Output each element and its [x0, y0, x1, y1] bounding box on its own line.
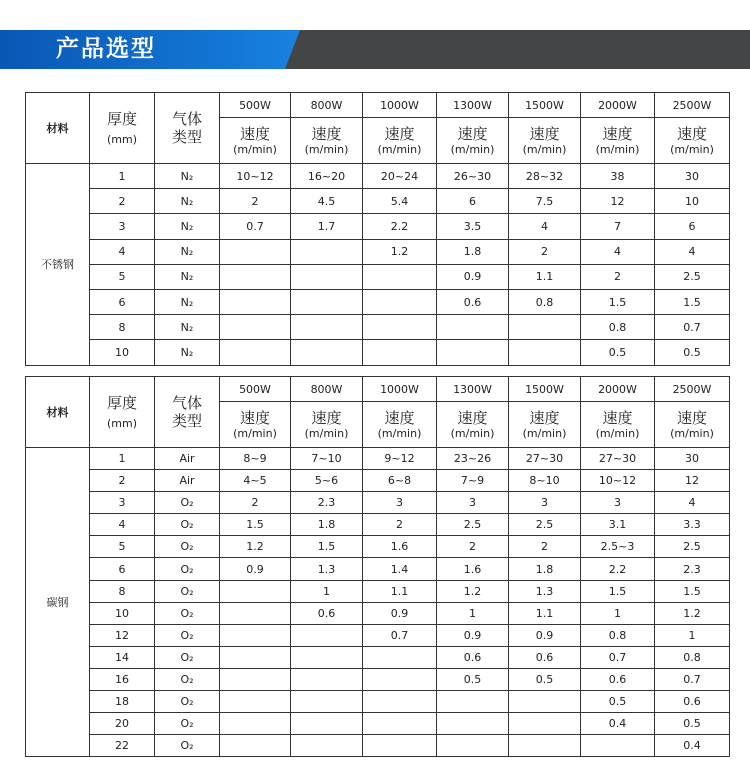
power-header: 800W	[291, 93, 363, 118]
speed-header-label: 速度	[676, 125, 707, 143]
speed-cell: 12	[581, 189, 655, 214]
thickness-cell: 8	[90, 580, 155, 602]
speed-cell	[291, 735, 363, 757]
speed-header	[363, 118, 437, 164]
gas-cell: O₂	[155, 691, 220, 713]
thickness-cell: 20	[90, 713, 155, 735]
speed-cell	[363, 735, 437, 757]
speed-header-label: 速度	[384, 409, 415, 427]
thickness-cell: 3	[90, 492, 155, 514]
table-row	[26, 602, 730, 624]
speed-cell	[220, 289, 291, 314]
thickness-cell: 1	[90, 448, 155, 470]
gas-header-line2: 类型	[171, 412, 202, 430]
table-row	[26, 735, 730, 757]
thickness-cell: 6	[90, 558, 155, 580]
speed-cell: 1.6	[437, 558, 509, 580]
speed-cell: 3.3	[655, 514, 730, 536]
speed-cell	[220, 340, 291, 365]
gas-cell: O₂	[155, 735, 220, 757]
speed-header-label: 速度	[529, 409, 560, 427]
gas-cell: O₂	[155, 646, 220, 668]
speed-header	[581, 118, 655, 164]
speed-cell: 0.5	[437, 668, 509, 690]
speed-cell: 0.7	[655, 668, 730, 690]
speed-cell: 0.8	[581, 624, 655, 646]
speed-header	[220, 118, 291, 164]
speed-header	[437, 402, 509, 448]
gas-cell: N₂	[155, 264, 220, 289]
gas-cell: N₂	[155, 315, 220, 340]
speed-cell: 12	[655, 470, 730, 492]
speed-cell: 2	[509, 536, 581, 558]
speed-cell: 28~32	[509, 164, 581, 189]
table-row	[26, 536, 730, 558]
speed-header-label: 速度	[529, 125, 560, 143]
thickness-cell: 22	[90, 735, 155, 757]
speed-cell	[363, 668, 437, 690]
speed-cell: 0.9	[437, 624, 509, 646]
power-header: 1500W	[509, 377, 581, 402]
speed-cell: 1.1	[363, 580, 437, 602]
speed-cell: 0.6	[509, 646, 581, 668]
speed-cell	[363, 264, 437, 289]
power-header: 1000W	[363, 93, 437, 118]
power-header: 800W	[291, 377, 363, 402]
speed-header-unit: (m/min)	[522, 427, 567, 440]
speed-cell: 8~9	[220, 448, 291, 470]
speed-cell: 4	[509, 214, 581, 239]
material-header: 材料	[26, 93, 90, 164]
speed-header-label: 速度	[602, 125, 633, 143]
speed-cell: 1.3	[509, 580, 581, 602]
power-header: 2000W	[581, 377, 655, 402]
speed-cell	[291, 624, 363, 646]
thickness-cell: 8	[90, 315, 155, 340]
speed-cell	[220, 239, 291, 264]
speed-cell: 1.8	[509, 558, 581, 580]
speed-cell	[220, 580, 291, 602]
table-row	[26, 713, 730, 735]
speed-cell	[220, 264, 291, 289]
carbon-steel-table	[25, 376, 730, 757]
speed-cell	[291, 668, 363, 690]
speed-cell: 0.6	[437, 289, 509, 314]
speed-cell: 2	[509, 239, 581, 264]
speed-header-label: 速度	[457, 409, 488, 427]
speed-cell: 1.2	[220, 536, 291, 558]
speed-cell	[363, 289, 437, 314]
speed-cell: 7~9	[437, 470, 509, 492]
speed-cell: 1.5	[291, 536, 363, 558]
gas-header-line2: 类型	[171, 128, 202, 146]
speed-header-unit: (m/min)	[304, 427, 349, 440]
thickness-cell: 1	[90, 164, 155, 189]
speed-cell	[220, 624, 291, 646]
speed-cell: 0.9	[509, 624, 581, 646]
thickness-cell: 4	[90, 239, 155, 264]
power-header: 2000W	[581, 93, 655, 118]
gas-cell: O₂	[155, 713, 220, 735]
speed-cell: 1.3	[291, 558, 363, 580]
speed-cell: 0.6	[291, 602, 363, 624]
speed-cell: 20~24	[363, 164, 437, 189]
speed-cell	[220, 646, 291, 668]
speed-cell: 10~12	[581, 470, 655, 492]
speed-header	[363, 402, 437, 448]
power-header: 1300W	[437, 93, 509, 118]
speed-cell: 1	[655, 624, 730, 646]
speed-header	[291, 118, 363, 164]
thickness-cell: 14	[90, 646, 155, 668]
speed-header-label: 速度	[239, 125, 270, 143]
speed-cell	[363, 340, 437, 365]
gas-cell: N₂	[155, 189, 220, 214]
thickness-header-label: 厚度	[106, 394, 137, 412]
speed-cell: 6~8	[363, 470, 437, 492]
thickness-cell: 18	[90, 691, 155, 713]
speed-cell: 2.5	[509, 514, 581, 536]
thickness-cell: 2	[90, 470, 155, 492]
speed-header	[509, 402, 581, 448]
gas-cell: N₂	[155, 289, 220, 314]
speed-header-label: 速度	[457, 125, 488, 143]
speed-cell: 1.5	[655, 289, 730, 314]
speed-cell: 3	[363, 492, 437, 514]
speed-header-unit: (m/min)	[233, 427, 277, 440]
thickness-cell: 2	[90, 189, 155, 214]
speed-cell: 4~5	[220, 470, 291, 492]
gas-header-line1: 气体	[171, 110, 202, 128]
speed-cell: 23~26	[437, 448, 509, 470]
table-row	[26, 214, 730, 239]
gas-header	[155, 93, 220, 164]
speed-cell: 1.2	[363, 239, 437, 264]
speed-cell: 1.5	[581, 580, 655, 602]
gas-cell: O₂	[155, 558, 220, 580]
speed-cell: 1.8	[291, 514, 363, 536]
speed-cell: 1.6	[363, 536, 437, 558]
thickness-header-label: 厚度	[106, 110, 137, 128]
table-row	[26, 289, 730, 314]
power-header: 1300W	[437, 377, 509, 402]
speed-cell	[220, 668, 291, 690]
speed-header-unit: (m/min)	[377, 427, 422, 440]
speed-cell: 1	[437, 602, 509, 624]
speed-cell	[509, 315, 581, 340]
speed-cell	[363, 713, 437, 735]
speed-cell: 2	[220, 492, 291, 514]
speed-cell: 2.3	[655, 558, 730, 580]
speed-cell: 1.5	[220, 514, 291, 536]
material-header: 材料	[26, 377, 90, 448]
table-row	[26, 580, 730, 602]
speed-cell	[220, 691, 291, 713]
thickness-cell: 3	[90, 214, 155, 239]
thickness-cell: 6	[90, 289, 155, 314]
speed-cell: 0.6	[655, 691, 730, 713]
speed-header-unit: (m/min)	[304, 143, 349, 156]
thickness-cell: 10	[90, 340, 155, 365]
speed-header-unit: (m/min)	[670, 143, 714, 156]
power-header: 2500W	[655, 93, 730, 118]
speed-header-unit: (m/min)	[595, 427, 640, 440]
speed-cell: 0.4	[655, 735, 730, 757]
speed-cell: 1.8	[437, 239, 509, 264]
power-header: 1500W	[509, 93, 581, 118]
speed-cell	[509, 340, 581, 365]
thickness-cell: 5	[90, 264, 155, 289]
speed-cell: 3	[437, 492, 509, 514]
speed-cell: 27~30	[509, 448, 581, 470]
speed-cell: 2	[363, 514, 437, 536]
speed-cell: 6	[437, 189, 509, 214]
table-row	[26, 264, 730, 289]
speed-header	[655, 118, 730, 164]
speed-cell: 8~10	[509, 470, 581, 492]
speed-cell: 1.1	[509, 264, 581, 289]
speed-header	[291, 402, 363, 448]
speed-cell: 2.2	[581, 558, 655, 580]
speed-header	[509, 118, 581, 164]
speed-cell: 1	[291, 580, 363, 602]
gas-cell: O₂	[155, 514, 220, 536]
speed-cell: 2.3	[291, 492, 363, 514]
gas-cell: Air	[155, 448, 220, 470]
speed-cell	[220, 713, 291, 735]
table-row	[26, 492, 730, 514]
speed-header-unit: (m/min)	[450, 143, 495, 156]
speed-cell: 7~10	[291, 448, 363, 470]
speed-cell: 4.5	[291, 189, 363, 214]
speed-cell	[291, 239, 363, 264]
speed-cell: 0.5	[581, 340, 655, 365]
speed-cell: 1.5	[655, 580, 730, 602]
speed-cell	[581, 735, 655, 757]
speed-cell	[363, 691, 437, 713]
gas-cell: O₂	[155, 492, 220, 514]
speed-cell: 0.8	[509, 289, 581, 314]
gas-cell: O₂	[155, 668, 220, 690]
speed-cell: 6	[655, 214, 730, 239]
speed-cell: 0.7	[220, 214, 291, 239]
page-title: 产品选型	[56, 36, 156, 62]
material-name: 不锈钢	[26, 164, 90, 366]
speed-header-label: 速度	[311, 409, 342, 427]
gas-cell: N₂	[155, 340, 220, 365]
speed-cell: 38	[581, 164, 655, 189]
speed-cell: 0.9	[220, 558, 291, 580]
speed-cell: 2.5	[437, 514, 509, 536]
gas-header	[155, 377, 220, 448]
gas-cell: O₂	[155, 536, 220, 558]
speed-cell	[437, 340, 509, 365]
speed-header-unit: (m/min)	[450, 427, 495, 440]
table-row	[26, 624, 730, 646]
table-row	[26, 340, 730, 365]
table-row	[26, 514, 730, 536]
speed-cell	[437, 691, 509, 713]
thickness-header	[90, 377, 155, 448]
speed-cell: 10~12	[220, 164, 291, 189]
gas-cell: Air	[155, 470, 220, 492]
speed-cell: 2.5~3	[581, 536, 655, 558]
speed-header-unit: (m/min)	[670, 427, 714, 440]
speed-cell	[291, 315, 363, 340]
table-row	[26, 315, 730, 340]
speed-header-label: 速度	[384, 125, 415, 143]
speed-cell	[291, 340, 363, 365]
speed-cell: 0.5	[655, 340, 730, 365]
speed-cell: 1.2	[655, 602, 730, 624]
speed-cell: 0.7	[581, 646, 655, 668]
thickness-header-unit: (mm)	[106, 133, 137, 146]
speed-cell	[363, 315, 437, 340]
speed-cell: 4	[655, 492, 730, 514]
thickness-cell: 16	[90, 668, 155, 690]
thickness-header	[90, 93, 155, 164]
table-row	[26, 668, 730, 690]
speed-cell: 30	[655, 448, 730, 470]
speed-header-unit: (m/min)	[377, 143, 422, 156]
table-row	[26, 448, 730, 470]
material-name: 碳钢	[26, 448, 90, 757]
speed-cell	[291, 646, 363, 668]
speed-cell: 0.5	[655, 713, 730, 735]
speed-cell: 0.4	[581, 713, 655, 735]
table-row	[26, 558, 730, 580]
speed-cell	[220, 735, 291, 757]
speed-cell	[509, 691, 581, 713]
speed-header-label: 速度	[311, 125, 342, 143]
speed-cell: 3	[509, 492, 581, 514]
speed-cell	[291, 691, 363, 713]
speed-header-unit: (m/min)	[595, 143, 640, 156]
speed-cell: 0.6	[437, 646, 509, 668]
header-banner	[0, 30, 750, 69]
speed-cell: 30	[655, 164, 730, 189]
speed-cell: 1.1	[509, 602, 581, 624]
speed-cell: 0.8	[655, 646, 730, 668]
speed-header	[655, 402, 730, 448]
speed-header	[581, 402, 655, 448]
thickness-cell: 12	[90, 624, 155, 646]
speed-cell: 5.4	[363, 189, 437, 214]
speed-cell: 1	[581, 602, 655, 624]
speed-cell	[437, 315, 509, 340]
speed-cell	[437, 735, 509, 757]
gas-cell: N₂	[155, 239, 220, 264]
speed-header-unit: (m/min)	[522, 143, 567, 156]
speed-cell: 7.5	[509, 189, 581, 214]
table-row	[26, 646, 730, 668]
power-header: 1000W	[363, 377, 437, 402]
gas-header-line1: 气体	[171, 394, 202, 412]
speed-cell: 5~6	[291, 470, 363, 492]
speed-cell: 0.9	[437, 264, 509, 289]
speed-cell: 2	[220, 189, 291, 214]
speed-cell	[291, 264, 363, 289]
speed-cell: 3.5	[437, 214, 509, 239]
gas-cell: O₂	[155, 602, 220, 624]
thickness-cell: 4	[90, 514, 155, 536]
speed-cell: 1.2	[437, 580, 509, 602]
speed-cell	[437, 713, 509, 735]
speed-cell	[291, 713, 363, 735]
power-header: 2500W	[655, 377, 730, 402]
speed-cell: 1.4	[363, 558, 437, 580]
speed-cell: 0.6	[581, 668, 655, 690]
gas-cell: N₂	[155, 164, 220, 189]
thickness-cell: 10	[90, 602, 155, 624]
speed-cell: 27~30	[581, 448, 655, 470]
stainless-steel-table	[25, 92, 730, 366]
speed-cell: 1.5	[581, 289, 655, 314]
speed-cell: 16~20	[291, 164, 363, 189]
speed-cell	[509, 713, 581, 735]
speed-cell: 2	[581, 264, 655, 289]
speed-header	[220, 402, 291, 448]
speed-cell: 0.5	[581, 691, 655, 713]
speed-cell: 4	[655, 239, 730, 264]
speed-cell: 1.7	[291, 214, 363, 239]
table-row	[26, 691, 730, 713]
speed-cell: 2	[437, 536, 509, 558]
thickness-header-unit: (mm)	[106, 417, 137, 430]
speed-cell: 0.9	[363, 602, 437, 624]
speed-cell: 3.1	[581, 514, 655, 536]
speed-cell	[291, 289, 363, 314]
gas-cell: N₂	[155, 214, 220, 239]
gas-cell: O₂	[155, 624, 220, 646]
speed-cell	[220, 602, 291, 624]
speed-cell	[509, 735, 581, 757]
speed-cell: 2.5	[655, 264, 730, 289]
header-row	[26, 377, 730, 402]
speed-header-unit: (m/min)	[233, 143, 277, 156]
speed-header-label: 速度	[239, 409, 270, 427]
speed-cell: 3	[581, 492, 655, 514]
speed-cell: 2.5	[655, 536, 730, 558]
speed-header	[437, 118, 509, 164]
table-row	[26, 189, 730, 214]
speed-cell: 0.8	[581, 315, 655, 340]
speed-header-label: 速度	[676, 409, 707, 427]
speed-header-label: 速度	[602, 409, 633, 427]
speed-cell: 4	[581, 239, 655, 264]
thickness-cell: 5	[90, 536, 155, 558]
speed-cell: 0.5	[509, 668, 581, 690]
speed-cell	[220, 315, 291, 340]
speed-cell: 7	[581, 214, 655, 239]
table-row	[26, 239, 730, 264]
speed-cell: 0.7	[655, 315, 730, 340]
speed-cell: 26~30	[437, 164, 509, 189]
gas-cell: O₂	[155, 580, 220, 602]
speed-cell: 9~12	[363, 448, 437, 470]
speed-cell: 10	[655, 189, 730, 214]
speed-cell: 2.2	[363, 214, 437, 239]
header-row	[26, 93, 730, 118]
power-header: 500W	[220, 377, 291, 402]
table-row	[26, 164, 730, 189]
table-row	[26, 470, 730, 492]
speed-cell: 0.7	[363, 624, 437, 646]
speed-cell	[363, 646, 437, 668]
power-header: 500W	[220, 93, 291, 118]
